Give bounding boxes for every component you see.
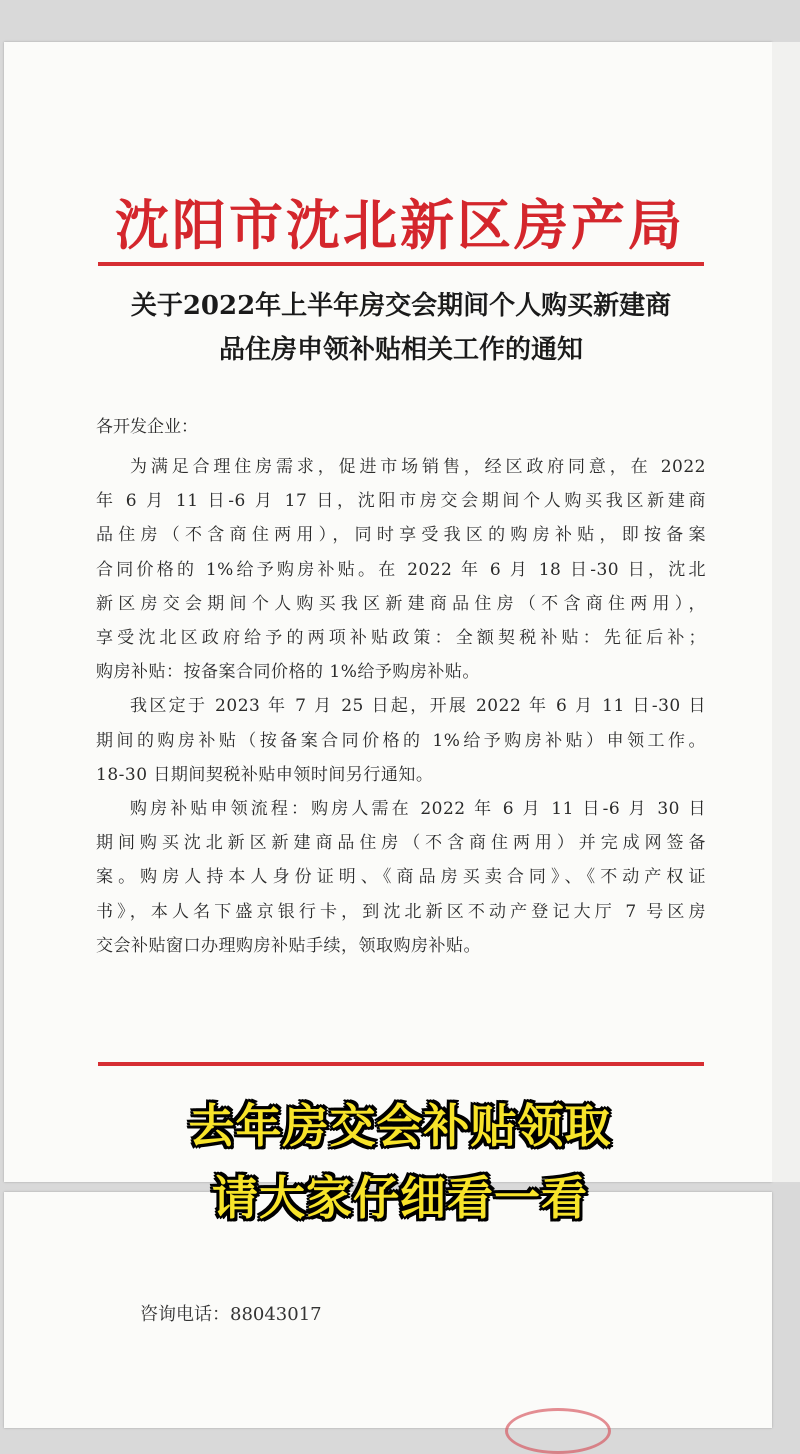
body-line: 新区房交会期间个人购买我区新建商品住房（不含商住两用）， (96, 593, 706, 614)
body-line: 期间购买沈北新区新建商品住房（不含商住两用）并完成网签备 (96, 833, 706, 854)
page-edge (772, 42, 800, 1182)
body-line: 18-30 日期间契税补贴申领时间另行通知。 (96, 764, 434, 785)
paragraph-3 (96, 792, 706, 963)
document-body (96, 450, 706, 963)
body-line: 为满足合理住房需求，促进市场销售，经区政府同意，在 2022 (130, 457, 706, 477)
paragraph-2 (96, 689, 706, 792)
body-line: 合同价格的 1%给予购房补贴。在 2022 年 6 月 18 日-30 日，沈北 (96, 559, 706, 580)
body-line: 期间的购房补贴（按备案合同价格的 1%给予购房补贴）申领工作。 (96, 730, 706, 751)
title-line: 品住房申领补贴相关工作的通知 (218, 335, 583, 365)
body-line: 书》，本人名下盛京银行卡，到沈北新区不动产登记大厅 7 号区房 (96, 901, 706, 922)
header-red-rule (98, 262, 704, 266)
body-line: 我区定于 2023 年 7 月 25 日起，开展 2022 年 6 月 11 日-30 日 (130, 696, 706, 717)
consult-phone: 咨询电话：88043017 (140, 1304, 322, 1325)
agency-header: 沈阳市沈北新区房产局 (115, 193, 685, 257)
body-line: 年 6 月 11 日-6 月 17 日，沈阳市房交会期间个人购买我区新建商 (96, 491, 706, 512)
body-line: 品住房（不含商住两用），同时享受我区的购房补贴，即按备案 (96, 525, 706, 546)
document-title (96, 284, 706, 372)
footer-red-rule (98, 1062, 704, 1066)
paragraph-1 (96, 450, 706, 689)
official-seal-fragment (505, 1408, 611, 1454)
body-line: 案。购房人持本人身份证明、《商品房买卖合同》、《不动产权证 (96, 867, 706, 888)
body-line: 购房补贴申领流程：购房人需在 2022 年 6 月 11 日-6 月 30 日 (130, 799, 706, 820)
salutation: 各开发企业： (96, 417, 198, 437)
body-line: 享受沈北区政府给予的两项补贴政策：全额契税补贴：先征后补； (96, 628, 706, 649)
caption-line-1: 去年房交会补贴领取 (188, 1099, 612, 1153)
caption-line-2: 请大家仔细看一看 (212, 1171, 588, 1225)
body-line: 交会补贴窗口办理购房补贴手续，领取购房补贴。 (96, 935, 481, 956)
body-line: 购房补贴：按备案合同价格的 1%给予购房补贴。 (96, 662, 480, 683)
title-line: 关于2022年上半年房交会期间个人购买新建商 (130, 291, 672, 321)
